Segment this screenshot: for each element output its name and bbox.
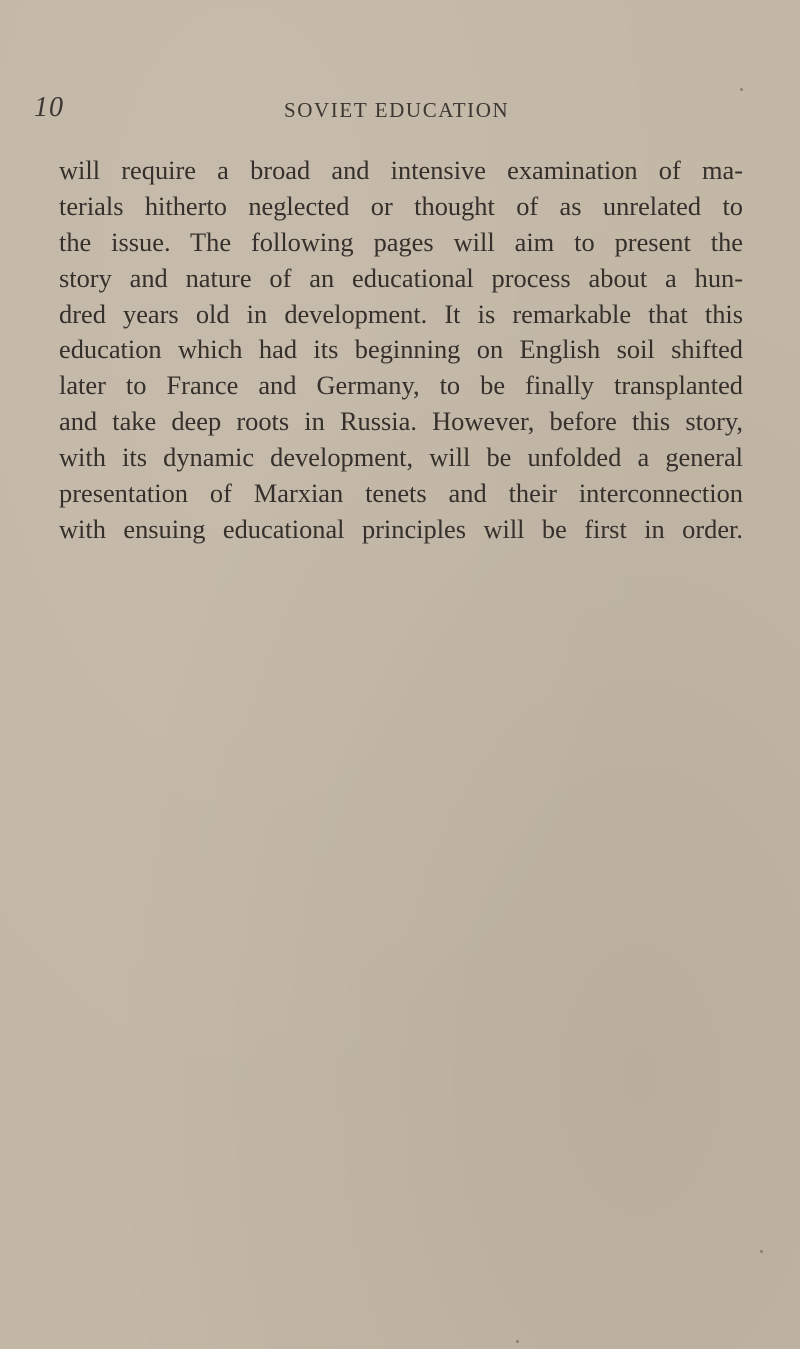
text-line: with ensuing educational principles will be first in order.: [59, 513, 743, 544]
body-paragraph: [59, 153, 743, 548]
text-line: dred years old in development. It is remarkable that this: [59, 298, 743, 329]
paper-speck: [760, 1250, 763, 1253]
text-line: story and nature of an educational process about a hun-: [59, 262, 743, 293]
text-line: terials hitherto neglected or thought of as unrelated to: [59, 190, 743, 221]
paper-speck: [516, 1340, 519, 1343]
paper-speck: [740, 88, 743, 91]
text-line: and take deep roots in Russia. However, before this story,: [59, 406, 743, 437]
page-number: 10: [34, 92, 64, 123]
text-line: education which had its beginning on English soil shifted: [59, 334, 743, 365]
text-line: with its dynamic development, will be unfolded a general: [59, 442, 743, 473]
text-line: later to France and Germany, to be finally transplanted: [59, 370, 743, 401]
text-line: the issue. The following pages will aim to present the: [59, 226, 743, 257]
running-title: SOVIET EDUCATION: [284, 98, 510, 122]
text-line: presentation of Marxian tenets and their interconnection: [59, 478, 743, 509]
text-line: will require a broad and intensive examination of ma-: [59, 155, 743, 185]
running-head: [34, 92, 744, 132]
